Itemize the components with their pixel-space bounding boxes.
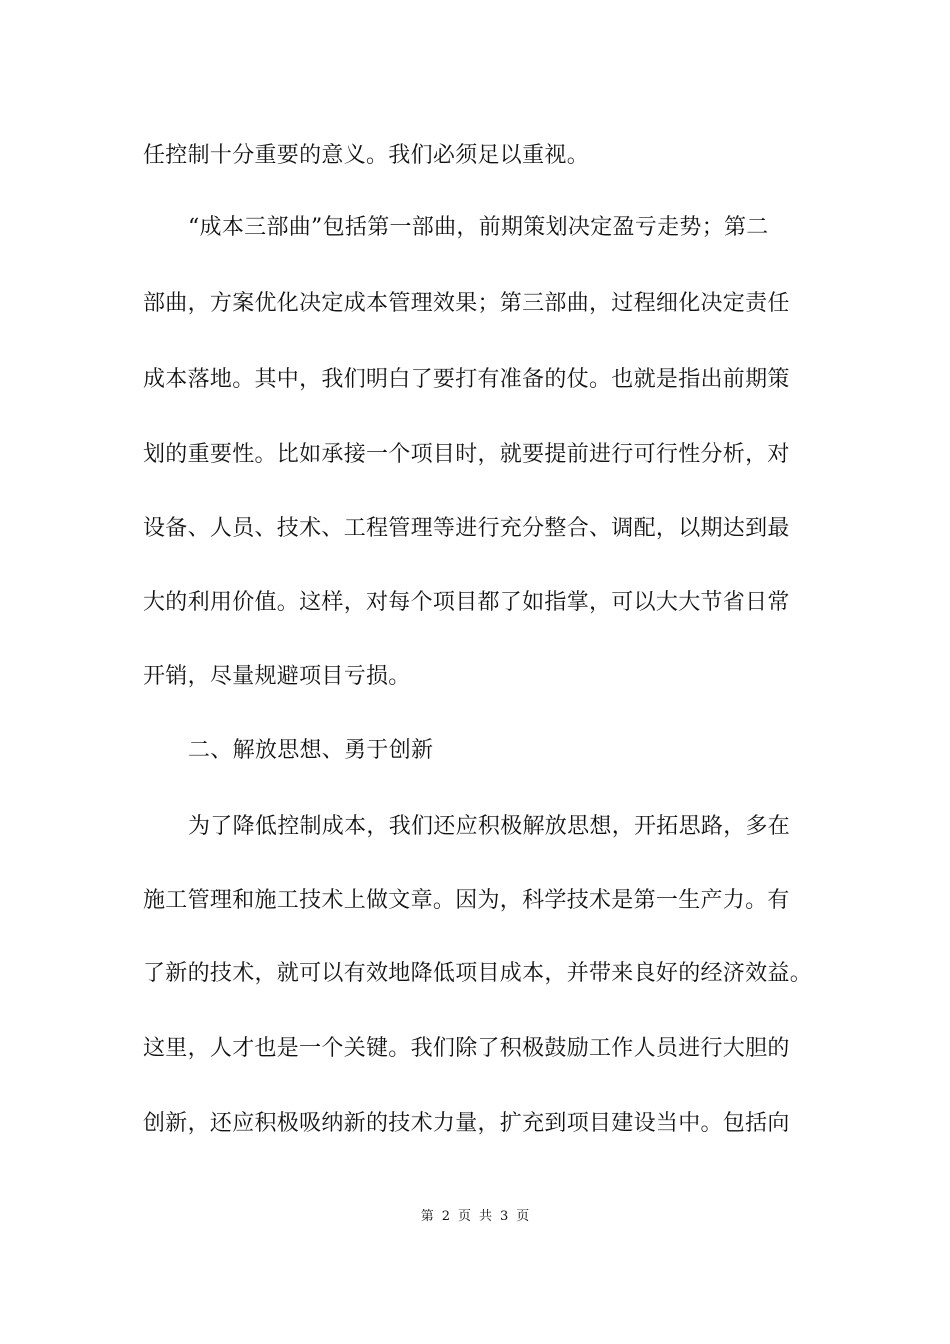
- text-line: 创新，还应积极吸纳新的技术力量，扩充到项目建设当中。包括向: [143, 1111, 790, 1136]
- total-pages-number: 3: [500, 1209, 509, 1224]
- text-line: 划的重要性。比如承接一个项目时，就要提前进行可行性分析，对: [143, 442, 790, 467]
- page-footer: [0, 1208, 950, 1226]
- current-page-number: 2: [441, 1209, 450, 1224]
- text-line: 这里，人才也是一个关键。我们除了积极鼓励工作人员进行大胆的: [143, 1036, 790, 1061]
- text-line: 了新的技术，就可以有效地降低项目成本，并带来良好的经济效益。: [143, 961, 813, 986]
- text-line: 成本落地。其中，我们明白了要打有准备的仗。也就是指出前期策: [143, 367, 790, 392]
- footer-label: 页: [457, 1209, 471, 1224]
- text-line: 开销，尽量规避项目亏损。: [143, 664, 411, 689]
- text-line: 部曲，方案优化决定成本管理效果；第三部曲，过程细化决定责任: [143, 291, 790, 316]
- text-line: 施工管理和施工技术上做文章。因为，科学技术是第一生产力。有: [143, 888, 790, 913]
- footer-label: 页: [516, 1209, 530, 1224]
- text-line: 设备、人员、技术、工程管理等进行充分整合、调配，以期达到最: [143, 516, 790, 541]
- footer-label: 第: [420, 1209, 434, 1224]
- text-line: 大的利用价值。这样，对每个项目都了如指掌，可以大大节省日常: [143, 590, 790, 615]
- paragraph-start: 为了降低控制成本，我们还应积极解放思想，开拓思路，多在: [188, 814, 791, 839]
- footer-label: 共: [479, 1209, 493, 1224]
- section-heading: 二、解放思想、勇于创新: [188, 738, 434, 763]
- text-line: 任控制十分重要的意义。我们必须足以重视。: [143, 143, 590, 168]
- paragraph-start: “成本三部曲”包括第一部曲，前期策划决定盈亏走势；第二: [188, 215, 769, 240]
